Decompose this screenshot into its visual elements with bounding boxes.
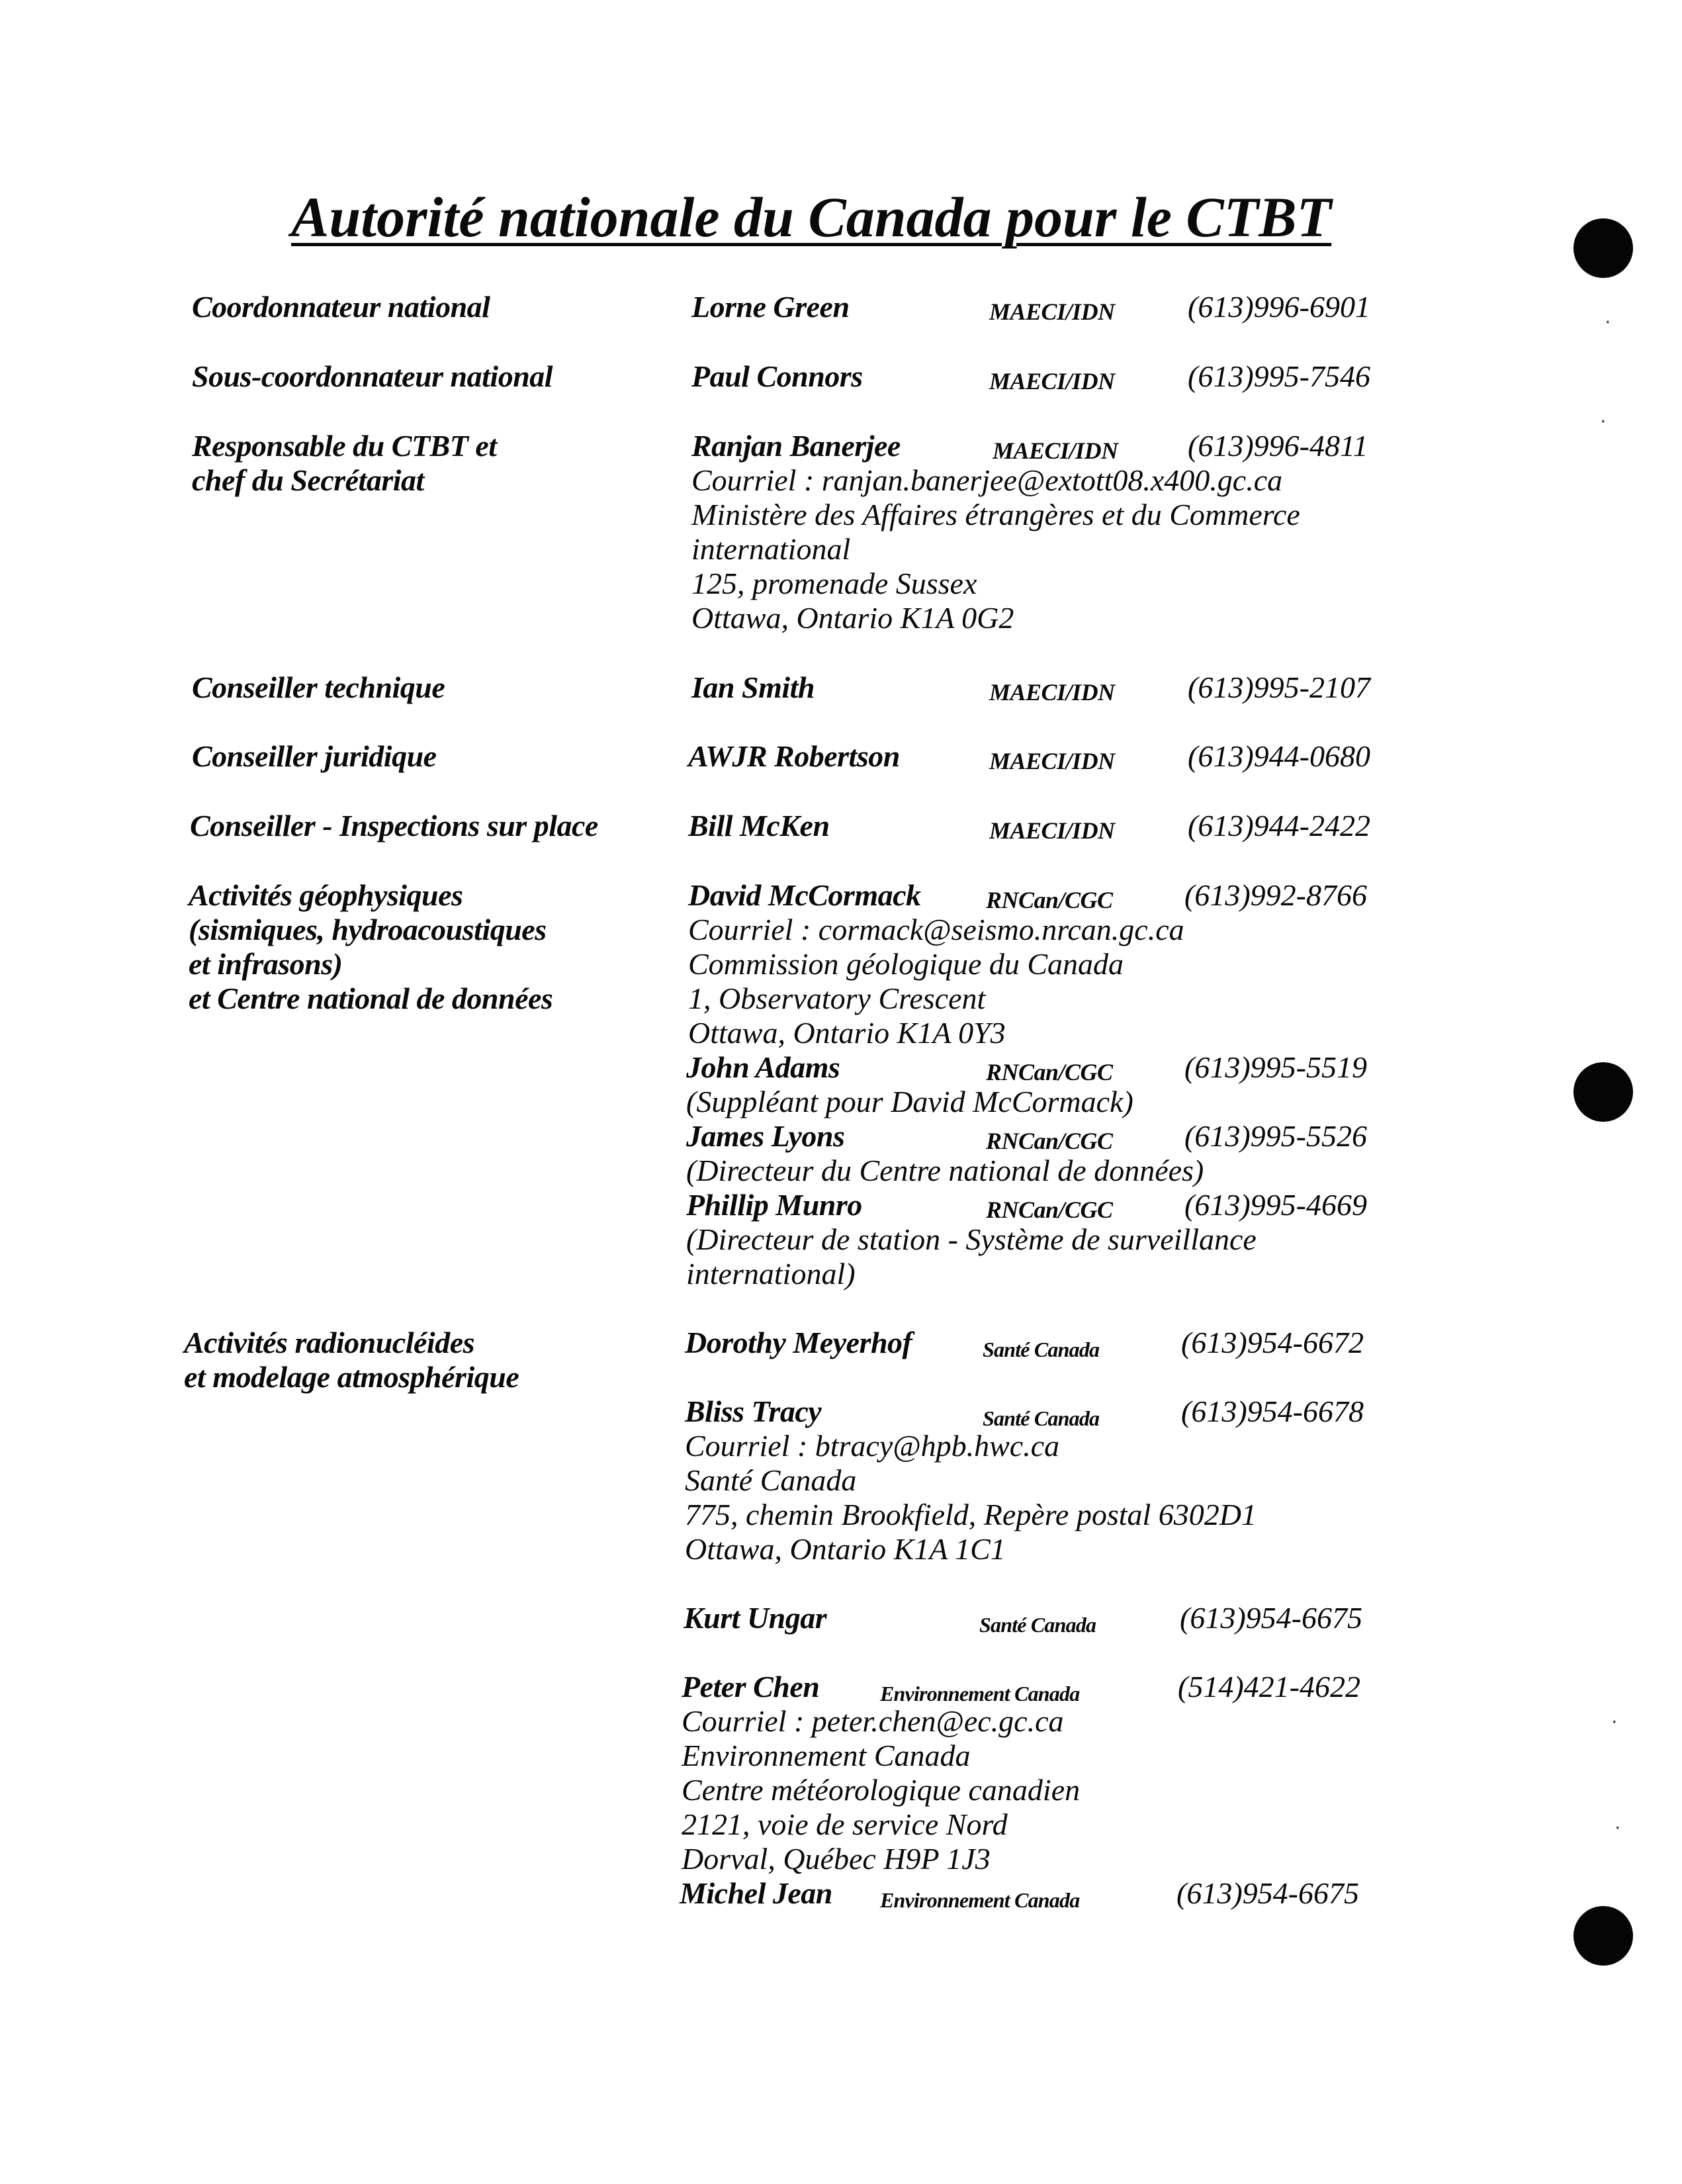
- address-line: Santé Canada: [685, 1463, 857, 1497]
- contact-org: MAECI/IDN: [989, 748, 1115, 774]
- contact-name: Lorne Green: [691, 290, 850, 324]
- contact-org: MAECI/IDN: [989, 817, 1115, 844]
- page-title: Autorité nationale du Canada pour le CTBT: [291, 185, 1332, 249]
- contact-name: Dorothy Meyerhof: [685, 1326, 912, 1359]
- contact-phone: (613)995-5526: [1184, 1119, 1367, 1153]
- contact-name: Peter Chen: [682, 1670, 820, 1704]
- punch-hole-bottom: [1573, 1906, 1633, 1966]
- contact-org: MAECI/IDN: [989, 298, 1115, 325]
- address-line: Ottawa, Ontario K1A 1C1: [685, 1532, 1006, 1566]
- address-line: international: [691, 532, 851, 566]
- contact-name: Bill McKen: [688, 809, 830, 842]
- contact-email: Courriel : btracy@hpb.hwc.ca: [685, 1429, 1060, 1463]
- contact-org: Santé Canada: [983, 1406, 1100, 1430]
- punch-hole-middle: [1573, 1062, 1633, 1122]
- contact-name: Phillip Munro: [686, 1188, 862, 1222]
- address-line: Ministère des Affaires étrangères et du Commerce: [691, 498, 1300, 531]
- contact-note: international): [686, 1257, 856, 1291]
- contact-name: Ian Smith: [691, 670, 815, 704]
- address-line: Centre météorologique canadien: [682, 1773, 1081, 1807]
- role-label: (sismiques, hydroacoustiques: [189, 913, 547, 946]
- address-line: Commission géologique du Canada: [688, 947, 1124, 981]
- contact-name: AWJR Robertson: [688, 739, 900, 773]
- contact-name: Ranjan Banerjee: [691, 429, 901, 463]
- address-line: Environnement Canada: [682, 1739, 971, 1772]
- role-label: Conseiller - Inspections sur place: [190, 809, 598, 842]
- contact-org: RNCan/CGC: [986, 887, 1113, 913]
- contact-email: Courriel : peter.chen@ec.gc.ca: [682, 1704, 1064, 1738]
- contact-note: (Suppléant pour David McCormack): [686, 1085, 1133, 1118]
- contact-org: Environnement Canada: [880, 1888, 1080, 1912]
- scan-speck: ·: [1611, 1711, 1618, 1734]
- contact-phone: (613)992-8766: [1184, 878, 1367, 912]
- address-line: 125, promenade Sussex: [691, 567, 977, 600]
- contact-phone: (613)954-6672: [1181, 1326, 1364, 1359]
- contact-org: Santé Canada: [983, 1338, 1100, 1361]
- contact-name: David McCormack: [688, 878, 921, 912]
- contact-org: RNCan/CGC: [986, 1059, 1113, 1085]
- contact-note: (Directeur de station - Système de surveillance: [686, 1222, 1257, 1256]
- role-label: Conseiller technique: [192, 670, 445, 704]
- contact-name: Bliss Tracy: [685, 1394, 822, 1428]
- role-label: et modelage atmosphérique: [184, 1360, 519, 1394]
- contact-phone: (613)995-5519: [1184, 1050, 1367, 1084]
- contact-org: Santé Canada: [979, 1613, 1096, 1637]
- address-line: 1, Observatory Crescent: [688, 981, 986, 1015]
- contact-phone: (613)996-4811: [1188, 429, 1368, 463]
- role-label: Responsable du CTBT et: [192, 429, 497, 463]
- role-label: chef du Secrétariat: [192, 463, 424, 497]
- role-label: Activités radionucléides: [184, 1326, 475, 1359]
- scan-speck: ·: [1615, 1817, 1621, 1840]
- contact-org: RNCan/CGC: [986, 1128, 1113, 1154]
- contact-phone: (613)954-6675: [1176, 1876, 1359, 1910]
- address-line: Ottawa, Ontario K1A 0G2: [691, 601, 1014, 635]
- contact-phone: (613)944-0680: [1188, 739, 1370, 773]
- contact-org: MAECI/IDN: [993, 437, 1118, 464]
- role-label: et infrasons): [189, 947, 343, 981]
- contact-phone: (613)995-7546: [1188, 359, 1370, 393]
- contact-org: MAECI/IDN: [989, 368, 1115, 394]
- contact-phone: (613)944-2422: [1188, 809, 1370, 842]
- contact-name: Kurt Ungar: [684, 1601, 827, 1635]
- contact-org: RNCan/CGC: [986, 1197, 1113, 1223]
- contact-phone: (613)954-6675: [1180, 1601, 1362, 1635]
- role-label: Conseiller juridique: [192, 739, 437, 773]
- role-label: Activités géophysiques: [189, 878, 463, 912]
- contact-email: Courriel : ranjan.banerjee@extott08.x400.gc.ca: [691, 463, 1283, 497]
- address-line: 2121, voie de service Nord: [682, 1807, 1008, 1841]
- contact-org: MAECI/IDN: [989, 679, 1115, 705]
- contact-name: Michel Jean: [680, 1876, 832, 1910]
- role-label: Coordonnateur national: [192, 290, 490, 324]
- role-label: Sous-coordonnateur national: [192, 359, 553, 393]
- scan-speck: ·: [1605, 311, 1611, 334]
- contact-phone: (613)954-6678: [1181, 1394, 1364, 1428]
- contact-name: Paul Connors: [691, 359, 863, 393]
- contact-name: James Lyons: [686, 1119, 845, 1153]
- contact-org: Environnement Canada: [880, 1682, 1080, 1706]
- address-line: Ottawa, Ontario K1A 0Y3: [688, 1016, 1006, 1050]
- role-label: et Centre national de données: [189, 981, 553, 1015]
- contact-phone: (613)995-2107: [1188, 670, 1370, 704]
- address-line: Dorval, Québec H9P 1J3: [682, 1842, 991, 1876]
- contact-note: (Directeur du Centre national de données): [686, 1154, 1204, 1187]
- contact-phone: (514)421-4622: [1178, 1670, 1360, 1704]
- address-line: 775, chemin Brookfield, Repère postal 6302D1: [685, 1498, 1257, 1531]
- contact-email: Courriel : cormack@seismo.nrcan.gc.ca: [688, 913, 1184, 946]
- punch-hole-top: [1573, 218, 1633, 278]
- contact-name: John Adams: [686, 1050, 840, 1084]
- contact-phone: (613)995-4669: [1184, 1188, 1367, 1222]
- scan-speck: ·: [1600, 410, 1607, 433]
- contact-phone: (613)996-6901: [1188, 290, 1370, 324]
